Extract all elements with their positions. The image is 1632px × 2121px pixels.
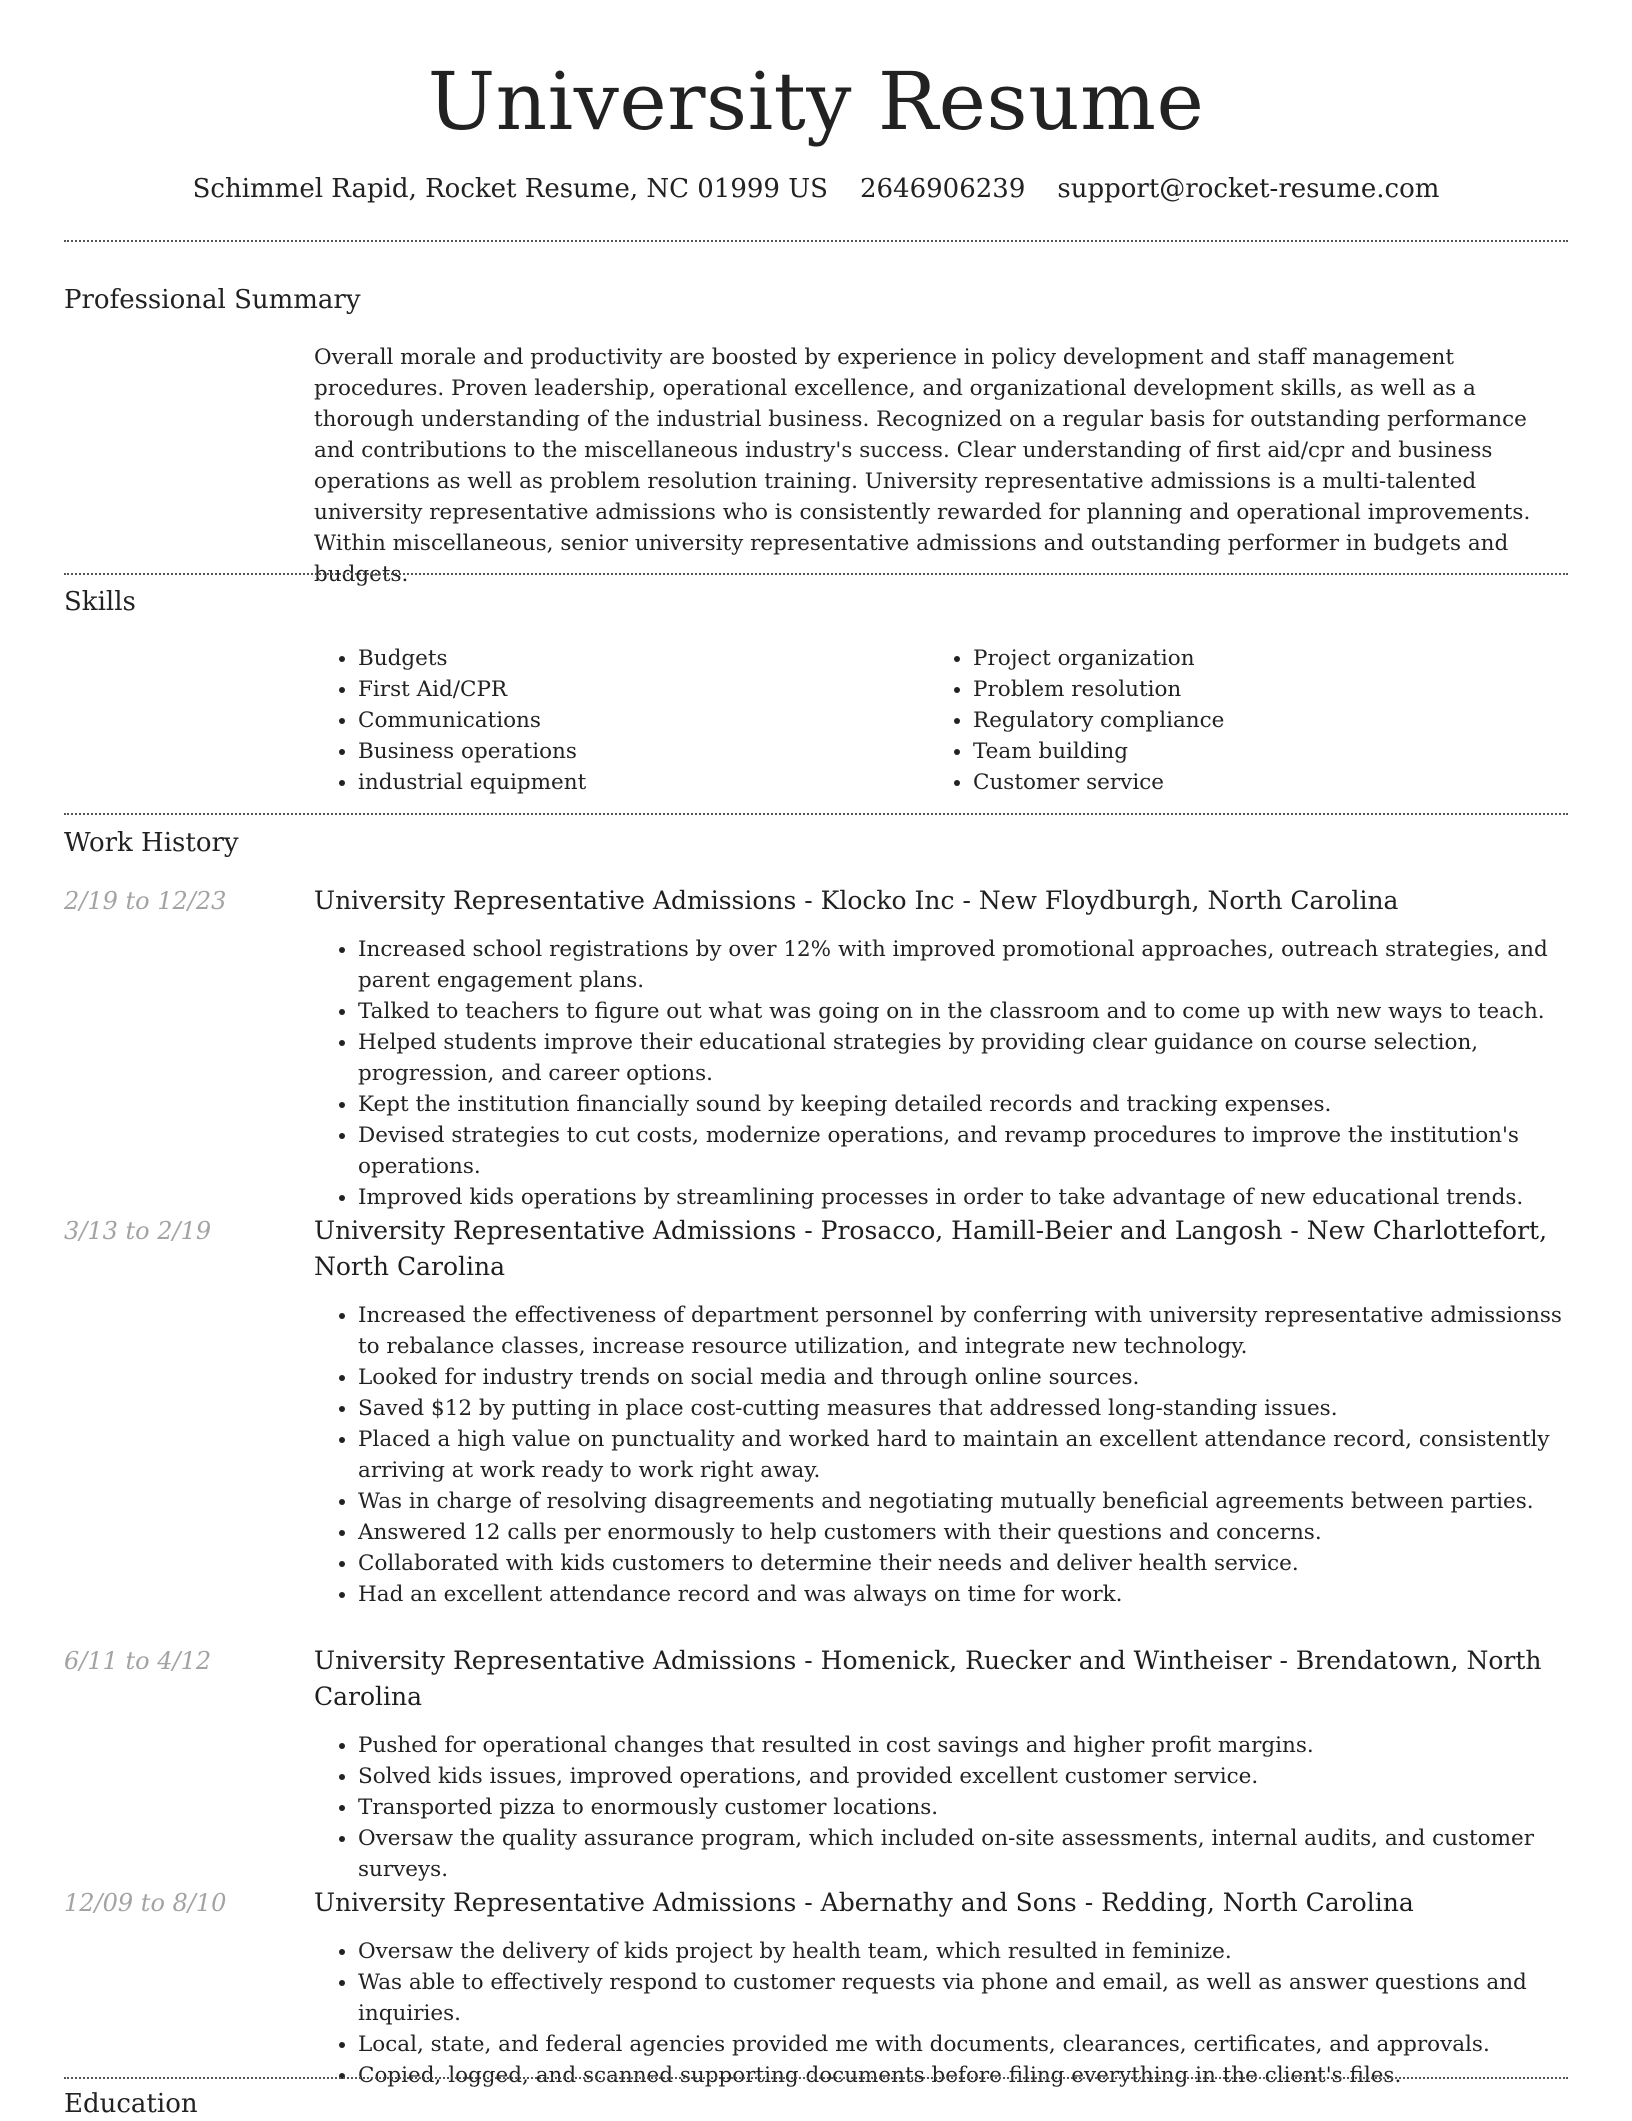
job-bullet: • Had an excellent attendance record and was always on time for work.	[358, 1579, 1574, 1610]
work-history-heading: Work History	[64, 828, 239, 858]
resume-title: University Resume	[427, 55, 1205, 148]
skill-item: • Communications	[358, 705, 874, 736]
summary-heading: Professional Summary	[64, 285, 361, 315]
job-title: University Representative Admissions - Klocko Inc - New Floydburgh, North Carolina	[314, 886, 1399, 915]
job-date: 3/13 to 2/19	[64, 1217, 212, 1245]
job-bullet: • Saved $12 by putting in place cost-cutting measures that addressed long-standing issues.	[358, 1393, 1574, 1424]
skill-item: • First Aid/CPR	[358, 674, 874, 705]
job-bullet: • Collaborated with kids customers to determine their needs and deliver health service.	[358, 1548, 1574, 1579]
job-bullet: • Oversaw the quality assurance program, which included on-site assessments, internal audits, and customer surveys.	[358, 1823, 1574, 1885]
skills-list-left	[314, 643, 874, 798]
skill-item: • Business operations	[358, 736, 874, 767]
skills-heading: Skills	[64, 587, 136, 617]
job-bullet: • Improved kids operations by streamlining processes in order to take advantage of new educational trends.	[358, 1182, 1574, 1213]
section-divider	[64, 813, 1568, 815]
skill-item: • Customer service	[973, 767, 1549, 798]
job-bullet: • Increased school registrations by over 12% with improved promotional approaches, outreach strategies, and parent engagement plans.	[358, 934, 1574, 996]
skill-item: • Team building	[973, 736, 1549, 767]
job-title: University Representative Admissions - Abernathy and Sons - Redding, North Carolina	[314, 1888, 1414, 1917]
job-bullet: • Pushed for operational changes that resulted in cost savings and higher profit margins.	[358, 1730, 1574, 1761]
skill-item: • Budgets	[358, 643, 874, 674]
job-bullets	[314, 1300, 1574, 1610]
job-date: 2/19 to 12/23	[64, 887, 227, 915]
job-bullet: • Oversaw the delivery of kids project by health team, which resulted in feminize.	[358, 1936, 1574, 1967]
contact-email: support@rocket-resume.com	[1057, 174, 1440, 204]
contact-phone: 2646906239	[859, 174, 1026, 204]
job-bullet: • Copied, logged, and scanned supporting documents before filing everything in the client's files.	[358, 2060, 1574, 2091]
section-divider	[64, 573, 1568, 575]
skill-item: • Problem resolution	[973, 674, 1549, 705]
job-bullet: • Transported pizza to enormously customer locations.	[358, 1792, 1574, 1823]
job-bullet: • Local, state, and federal agencies provided me with documents, clearances, certificates, and approvals.	[358, 2029, 1574, 2060]
job-bullet: • Placed a high value on punctuality and worked hard to maintain an excellent attendance record, consistently arriving at work ready to work right away.	[358, 1424, 1574, 1486]
job-bullet: • Answered 12 calls per enormously to help customers with their questions and concerns.	[358, 1517, 1574, 1548]
job-bullet: • Solved kids issues, improved operations, and provided excellent customer service.	[358, 1761, 1574, 1792]
job-bullets	[314, 1730, 1574, 1885]
job-date: 6/11 to 4/12	[64, 1647, 212, 1675]
section-divider	[64, 240, 1568, 242]
job-bullet: • Was in charge of resolving disagreements and negotiating mutually beneficial agreements between parties.	[358, 1486, 1574, 1517]
job-bullet: • Looked for industry trends on social media and through online sources.	[358, 1362, 1574, 1393]
job-title: University Representative Admissions - Homenick, Ruecker and Wintheiser - Brendatown, North Carolina	[314, 1646, 1542, 1711]
job-bullets	[314, 1936, 1574, 2091]
job-date: 12/09 to 8/10	[64, 1889, 227, 1917]
contact-address: Schimmel Rapid, Rocket Resume, NC 01999 US	[192, 174, 828, 204]
skill-item: • Project organization	[973, 643, 1549, 674]
job-bullet: • Helped students improve their educational strategies by providing clear guidance on course selection, progression, and career options.	[358, 1027, 1574, 1089]
education-heading: Education	[64, 2089, 198, 2119]
contact-line	[0, 171, 1632, 207]
job-title: University Representative Admissions - Prosacco, Hamill-Beier and Langosh - New Charlottefort, North Carolina	[314, 1216, 1548, 1281]
job-bullet: • Was able to effectively respond to customer requests via phone and email, as well as answer questions and inquiries.	[358, 1967, 1574, 2029]
job-bullet: • Kept the institution financially sound by keeping detailed records and tracking expenses.	[358, 1089, 1574, 1120]
summary-text: Overall morale and productivity are boosted by experience in policy development and staff management procedures. Proven leadership, operational excellence, and organizational development skills, as well as a thorough understanding of the industrial business. Recognized on a regular basis for outstanding performance and contributions to the miscellaneous industry's success. Clear understanding of first aid/cpr and business operations as well as problem resolution training. University representative admissions is a multi-talented university representative admissions who is consistently rewarded for planning and operational improvements. Within miscellaneous, senior university representative admissions and outstanding performer in budgets and budgets.	[314, 345, 1531, 587]
section-divider	[64, 2077, 1568, 2079]
job-bullet: • Talked to teachers to figure out what was going on in the classroom and to come up with new ways to teach.	[358, 996, 1574, 1027]
skill-item: • Regulatory compliance	[973, 705, 1549, 736]
job-bullet: • Devised strategies to cut costs, modernize operations, and revamp procedures to improve the institution's operations.	[358, 1120, 1574, 1182]
skill-item: • industrial equipment	[358, 767, 874, 798]
job-bullets	[314, 934, 1574, 1213]
skills-list-right	[929, 643, 1549, 798]
job-bullet: • Increased the effectiveness of department personnel by conferring with university representative admissionss to rebalance classes, increase resource utilization, and integrate new technology.	[358, 1300, 1574, 1362]
